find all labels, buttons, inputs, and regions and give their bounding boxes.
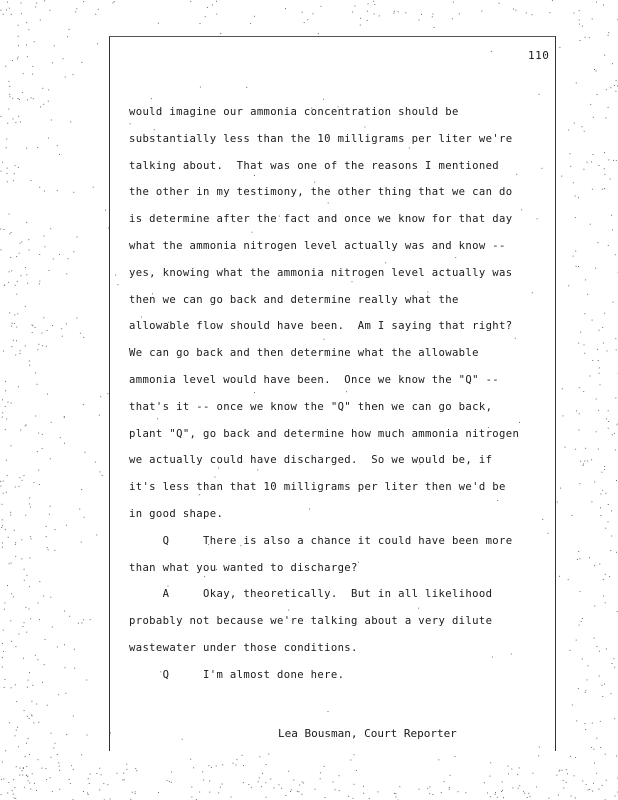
transcript-line: yes, knowing what the ammonia nitrogen level actually was bbox=[129, 266, 513, 279]
transcript-line: then we can go back and determine really what the bbox=[129, 293, 459, 306]
transcript-line: in good shape. bbox=[129, 507, 224, 520]
transcript-line: we actually could have discharged. So we would be, if bbox=[129, 454, 493, 467]
transcript-line: talking about. That was one of the reasons I mentioned bbox=[129, 159, 500, 172]
transcript-line: that's it -- once we know the "Q" then we can go back, bbox=[129, 400, 493, 413]
transcript-line: it's less than that 10 milligrams per liter then we'd be bbox=[129, 481, 506, 494]
transcript-line: would imagine our ammonia concentration should be bbox=[129, 106, 459, 118]
question-line: Q I'm almost done here. bbox=[129, 668, 345, 681]
transcript-line: the other in my testimony, the other thing that we can do bbox=[129, 186, 513, 199]
transcript-line: plant "Q", go back and determine how much ammonia nitrogen bbox=[129, 427, 520, 440]
transcript-line: is determine after the fact and once we know for that day bbox=[129, 213, 513, 226]
transcript-line: ammonia level would have been. Once we know the "Q" -- bbox=[129, 373, 500, 386]
transcript-line: allowable flow should have been. Am I saying that right? bbox=[129, 320, 513, 333]
transcript-line: We can go back and then determine what the allowable bbox=[129, 347, 479, 360]
transcript-line: what the ammonia nitrogen level actually was and know -- bbox=[129, 239, 506, 252]
court-reporter-signature: Lea Bousman, Court Reporter bbox=[278, 727, 457, 740]
transcript-line: wastewater under those conditions. bbox=[129, 641, 358, 654]
answer-line: A Okay, theoretically. But in all likelihood bbox=[129, 588, 493, 601]
question-line: Q There is also a chance it could have been more bbox=[129, 534, 513, 547]
transcript-line: probably not because we're talking about a very dilute bbox=[129, 615, 493, 628]
transcript-line: than what you wanted to discharge? bbox=[129, 561, 358, 574]
transcript-line: substantially less than the 10 milligrams per liter we're bbox=[129, 132, 513, 145]
transcript-body bbox=[129, 99, 569, 689]
page-number: 110 bbox=[528, 49, 550, 62]
